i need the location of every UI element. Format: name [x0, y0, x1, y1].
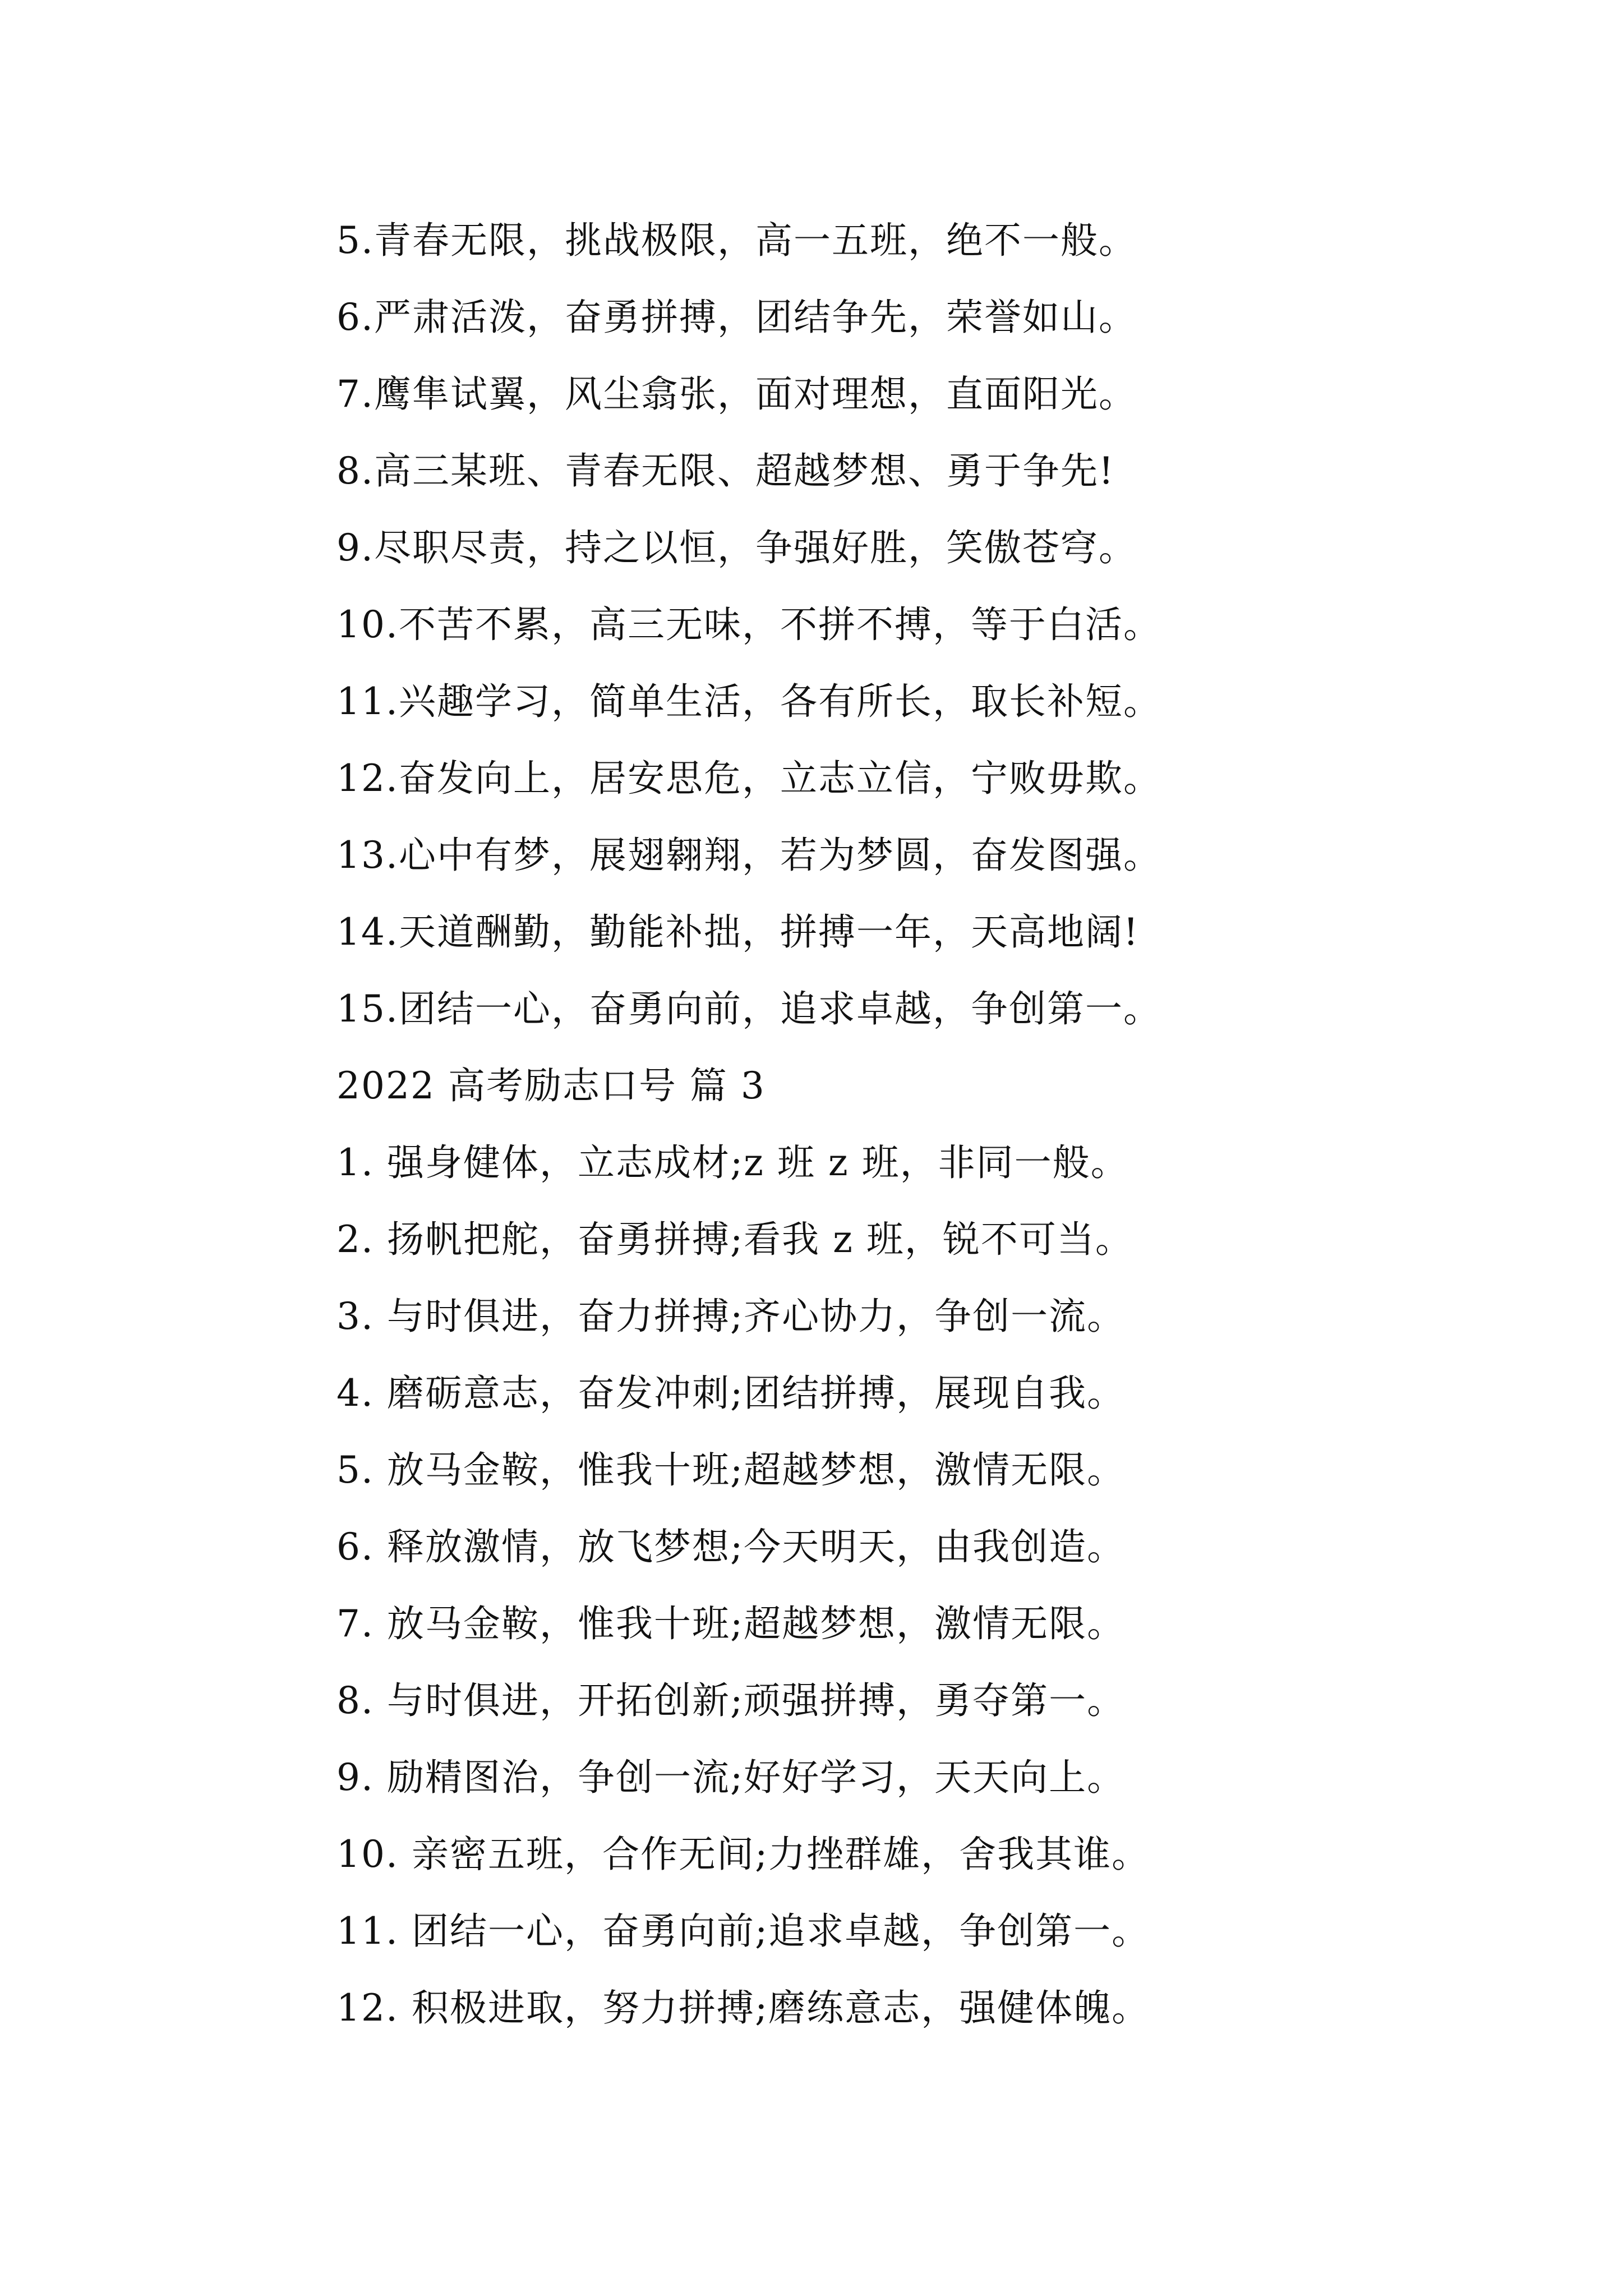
slogan-line: 8. 与时俱进，开拓创新;顽强拼搏，勇夺第一。 — [336, 1679, 1126, 1722]
slogan-line: 6.严肃活泼，奋勇拼搏，团结争先，荣誉如山。 — [336, 296, 1137, 339]
slogan-line: 14.天道酬勤，勤能补拙，拼搏一年，天高地阔! — [336, 910, 1140, 954]
slogan-line: 15.团结一心，奋勇向前，追求卓越，争创第一。 — [336, 987, 1161, 1030]
slogan-line: 2. 扬帆把舵，奋勇拼搏;看我 z 班，锐不可当。 — [336, 1218, 1133, 1261]
slogan-line: 7. 放马金鞍，惟我十班;超越梦想，激情无限。 — [336, 1602, 1126, 1645]
document-body — [336, 202, 1458, 2046]
slogan-line: 12.奋发向上，居安思危，立志立信，宁败毋欺。 — [336, 757, 1161, 800]
slogan-line: 9. 励精图治，争创一流;好好学习，天天向上。 — [336, 1756, 1126, 1799]
slogan-line: 8.高三某班、青春无限、超越梦想、勇于争先! — [336, 449, 1115, 493]
slogan-line: 1. 强身健体，立志成材;z 班 z 班，非同一般。 — [336, 1141, 1129, 1184]
slogan-line: 5.青春无限，挑战极限，高一五班，绝不一般。 — [336, 219, 1137, 262]
slogan-line: 11.兴趣学习，简单生活，各有所长，取长补短。 — [336, 680, 1161, 723]
section-heading: 2022 高考励志口号 篇 3 — [336, 1064, 766, 1107]
slogan-line: 9.尽职尽责，持之以恒，争强好胜，笑傲苍穹。 — [336, 526, 1137, 569]
slogan-line: 5. 放马金鞍，惟我十班;超越梦想，激情无限。 — [336, 1448, 1126, 1492]
slogan-line: 10. 亲密五班，合作无间;力挫群雄，舍我其谁。 — [336, 1833, 1150, 1876]
slogan-line: 6. 释放激情，放飞梦想;今天明天，由我创造。 — [336, 1525, 1126, 1568]
slogan-line: 13.心中有梦，展翅翱翔，若为梦圆，奋发图强。 — [336, 834, 1161, 877]
slogan-line: 3. 与时俱进，奋力拼搏;齐心协力，争创一流。 — [336, 1295, 1126, 1338]
slogan-line: 12. 积极进取，努力拼搏;磨练意志，强健体魄。 — [336, 1986, 1150, 2030]
slogan-line: 11. 团结一心，奋勇向前;追求卓越，争创第一。 — [336, 1910, 1150, 1953]
slogan-line: 7.鹰隼试翼，风尘翕张，面对理想，直面阳光。 — [336, 372, 1137, 416]
slogan-line: 10.不苦不累，高三无味，不拼不搏，等于白活。 — [336, 603, 1161, 646]
slogan-line: 4. 磨砺意志，奋发冲刺;团结拼搏，展现自我。 — [336, 1372, 1126, 1415]
